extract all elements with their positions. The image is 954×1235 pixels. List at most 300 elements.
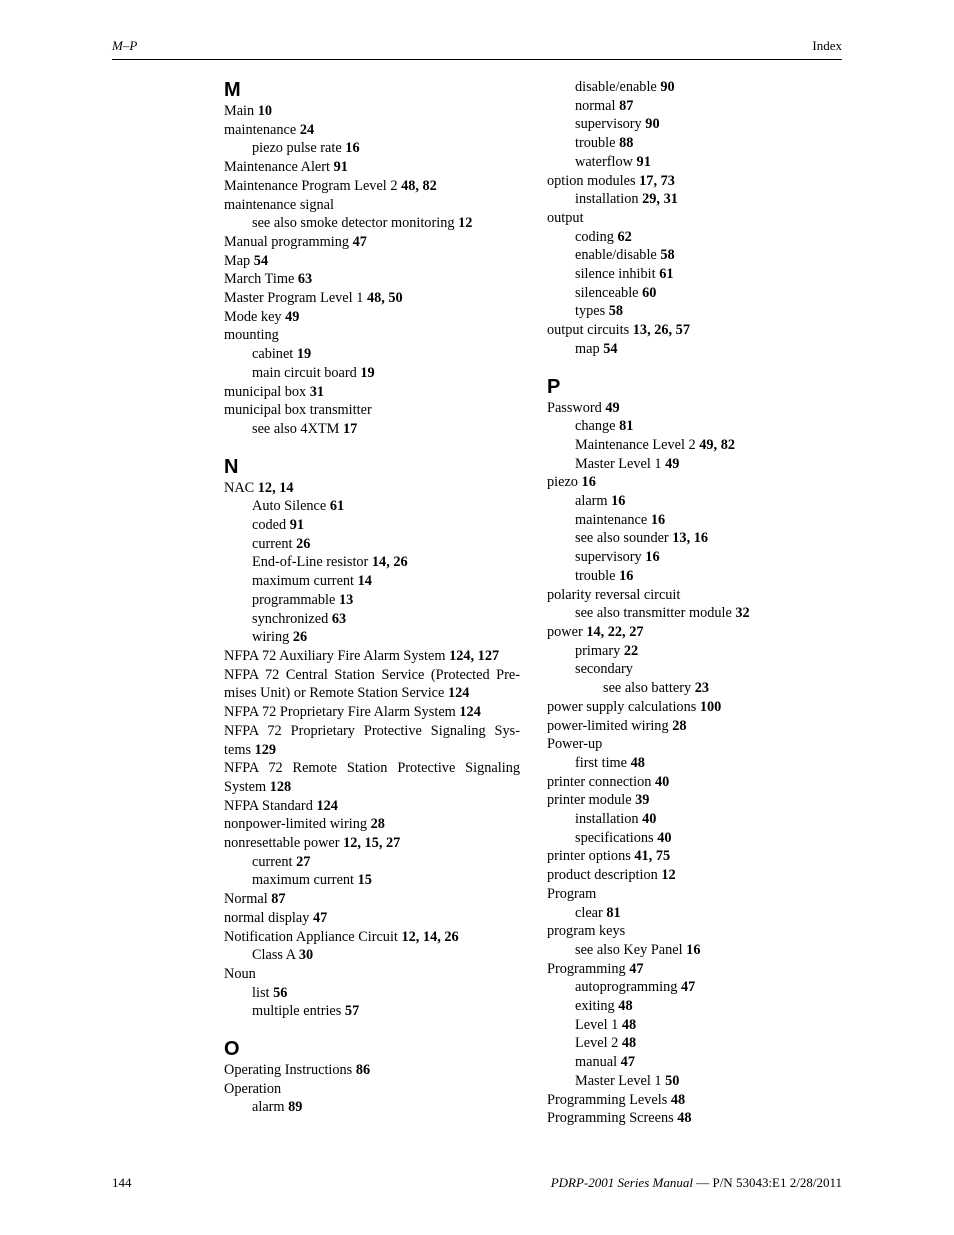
index-page-refs: 12 [458,215,473,232]
index-subentry [547,78,843,97]
index-entry [224,270,520,289]
index-page-refs: 40 [655,773,670,790]
index-page-refs: 19 [360,364,375,381]
index-term: power supply calculations [547,698,697,715]
index-term: supervisory [575,116,642,133]
index-term: maintenance signal [224,196,334,213]
index-term: Operating Instructions [224,1062,353,1079]
index-subentry [224,497,520,516]
index-page-refs: 39 [635,792,650,809]
index-page-refs: 86 [355,1062,371,1079]
index-page-refs: 17, 73 [639,172,675,189]
index-subentry [547,941,843,960]
index-term: see also 4XTM [252,420,340,437]
index-term: coded [252,517,287,534]
index-page-refs: 14, 26 [371,554,408,571]
index-term: Power-up [547,736,603,753]
index-term: maximum current [252,573,355,590]
index-page-refs: 16 [645,549,660,566]
index-page-refs: 49 [285,308,300,325]
index-page-refs: 28 [672,717,687,734]
index-term: programmable [252,591,336,608]
index-term: Auto Silence [252,498,327,515]
index-page-refs: 40 [657,829,672,846]
index-page-refs: 124 [459,704,481,721]
index-subentry [547,492,843,511]
index-entry [224,909,520,928]
index-term: End-of-Line resistor [252,554,369,571]
index-term: installation [575,191,639,208]
index-page-refs: 62 [617,228,632,245]
index-page-refs: 41, 75 [634,848,671,865]
index-subentry [547,115,843,134]
index-page-refs: 48, 82 [401,177,437,194]
index-subentry [547,340,843,359]
index-term: Level 2 [575,1035,619,1052]
index-page-refs: 61 [659,266,674,283]
index-entry [224,177,520,196]
index-page-refs: 124, 127 [449,647,500,664]
index-page-refs: 12, 14 [257,479,294,496]
index-term: disable/enable [575,79,657,95]
index-page-refs: 57 [344,1003,360,1020]
index-subentry [224,1002,520,1021]
index-term: main circuit board [252,364,357,381]
index-term: clear [575,904,603,921]
index-term: power-limited wiring [547,717,669,734]
index-subentry [547,978,843,997]
index-page-refs: 87 [619,97,634,114]
index-term: Programming Screens [547,1110,674,1127]
index-term: Program [547,885,597,902]
index-subentry [224,853,520,872]
index-subentry [547,1072,843,1091]
index-term: NFPA Standard [224,797,313,814]
index-entry [547,698,843,717]
index-page-refs: 91 [289,517,305,534]
index-term: autoprogramming [575,979,678,996]
index-page-refs: 54 [603,340,618,357]
index-term: nonpower-limited wiring [224,816,368,833]
index-page-refs: 16 [345,140,360,157]
index-subentry [547,417,843,436]
running-header-title: Index [812,38,842,53]
index-page-refs: 13 [338,591,354,608]
index-page-refs: 60 [642,284,657,301]
index-term: installation [575,811,639,828]
index-entry [224,401,520,420]
index-entry [547,172,843,191]
index-page-refs: 40 [642,811,657,828]
index-page-refs: 47 [620,1054,635,1071]
index-page-refs: 48 [621,1016,637,1033]
index-entry [224,289,520,308]
index-term: enable/disable [575,247,657,264]
index-subentry [547,284,843,303]
index-page-refs: 16 [619,567,634,584]
index-term: see also battery [603,680,692,697]
index-term: trouble [575,567,616,584]
index-subentry [547,679,843,698]
index-entry [224,703,520,722]
index-term: map [575,340,600,357]
footer-dash: — [692,1175,713,1190]
index-subentry [547,265,843,284]
index-page-refs: 100 [699,698,722,715]
index-subentry [547,754,843,773]
index-page-refs: 48 [621,1035,637,1052]
index-subentry [224,591,520,610]
index-entry [547,209,843,228]
index-entry [224,666,520,703]
index-entry [547,321,843,340]
index-term: piezo pulse rate [252,140,342,157]
index-term: March Time [224,271,295,288]
index-subentry [547,436,843,455]
index-term: nonresettable power [224,835,340,852]
index-subentry [224,871,520,890]
index-entry [224,196,520,215]
index-term: Noun [224,965,256,982]
index-page-refs: 81 [606,904,621,921]
index-entry [224,890,520,909]
index-page-refs: 63 [297,271,313,288]
index-term: see also Key Panel [575,941,683,958]
index-term: normal [575,97,616,114]
index-letter-heading: P [547,375,561,398]
index-entry [547,586,843,605]
index-subentry [547,97,843,116]
index-subentry [547,997,843,1016]
index-term: Main [224,103,255,119]
index-term: silence inhibit [575,266,656,283]
index-page-refs: 12 [661,867,676,884]
index-page-refs: 63 [331,610,347,627]
index-term: Maintenance Level 2 [575,436,696,453]
index-subentry [224,535,520,554]
index-term: output [547,209,584,226]
index-subentry [224,516,520,535]
index-entry [224,1061,520,1080]
index-page-refs: 14, 22, 27 [586,623,644,640]
index-page-refs: 12, 14, 26 [401,928,459,945]
index-subentry [224,984,520,1003]
index-page-refs: 128 [269,778,292,795]
index-page-refs: 56 [273,984,288,1001]
index-term: Manual programming [224,233,350,250]
index-entry [547,623,843,642]
index-entry [224,815,520,834]
index-term: Normal [224,891,268,908]
index-term: NAC [224,479,255,496]
index-page-refs: 47 [629,960,644,977]
index-subentry [547,1053,843,1072]
index-entry [547,399,843,418]
index-page-refs: 16 [650,511,666,528]
index-page-refs: 90 [660,79,675,95]
index-subentry [547,548,843,567]
index-term: NFPA 72 Auxiliary Fire Alarm System [224,647,446,664]
index-entry [547,717,843,736]
index-term: Operation [224,1080,282,1097]
index-page-refs: 26 [296,535,311,552]
index-term: municipal box [224,383,307,400]
index-page-refs: 88 [619,135,634,152]
index-page-refs: 24 [299,121,315,138]
index-letter-heading: N [224,455,239,478]
index-subentry [547,511,843,530]
index-term: Programming Levels [547,1091,668,1108]
index-subentry [224,610,520,629]
index-subentry [547,829,843,848]
index-subentry [547,455,843,474]
index-term: coding [575,228,614,245]
index-page-refs: 16 [611,493,626,510]
index-term: Notification Appliance Circuit [224,928,398,945]
index-page-refs: 16 [686,941,701,958]
index-page-refs: 48 [677,1110,692,1127]
index-term: printer module [547,792,632,809]
index-subentry [547,153,843,172]
index-term: change [575,418,616,435]
index-page-refs: 89 [288,1099,303,1116]
index-term: piezo [547,474,578,491]
index-page-refs: 50 [665,1072,680,1089]
index-term: Password [547,399,602,416]
index-term: maximum current [252,872,355,889]
index-page-refs: 26 [292,629,308,646]
index-term: printer options [547,848,631,865]
index-entry [224,233,520,252]
index-entry [224,102,520,121]
index-entry [224,252,520,271]
index-page-refs: 124 [447,685,470,702]
index-entry [547,866,843,885]
index-term: power [547,623,583,640]
index-term: Master Level 1 [575,1072,662,1089]
index-term: wiring [252,629,290,646]
index-term: secondary [575,661,633,678]
index-subentry [547,228,843,247]
index-term: see also transmitter module [575,605,732,622]
index-subentry [547,134,843,153]
page-number: 144 [112,1175,132,1190]
index-term: primary [575,642,621,659]
index-page-refs: 49 [605,399,620,416]
index-page-refs: 47 [352,233,367,250]
index-term: types [575,303,606,320]
index-subentry [224,946,520,965]
index-subentry [547,904,843,923]
index-page-refs: 58 [660,247,675,264]
index-subentry [224,214,520,233]
index-page-refs: 17 [342,420,358,437]
index-term: synchronized [252,610,329,627]
index-page-refs: 90 [645,116,660,133]
index-page-refs: 15 [357,872,372,889]
index-subentry [547,604,843,623]
index-entry [224,759,520,796]
index-term: current [252,535,293,552]
index-term: Maintenance Program Level 2 [224,177,398,194]
index-entry [224,1080,520,1099]
index-page-refs: 10 [257,103,273,119]
index-subentry [547,1034,843,1053]
index-subentry [224,572,520,591]
index-page-refs: 61 [329,498,345,515]
index-page-refs: 31 [309,383,325,400]
index-term: silenceable [575,284,639,301]
index-term: multiple entries [252,1003,342,1020]
index-entry [224,647,520,666]
index-page-refs: 27 [296,853,311,870]
index-page-refs: 47 [681,979,696,996]
index-term: Programming [547,960,626,977]
index-entry [224,383,520,402]
index-page-refs: 48 [670,1091,686,1108]
index-entry [224,121,520,140]
index-term: Maintenance Alert [224,159,330,176]
index-entry [547,773,843,792]
index-page-refs: 48 [630,754,645,771]
index-page-refs: 49, 82 [699,436,735,453]
index-entry [224,158,520,177]
index-subentry [547,190,843,209]
index-entry [547,1109,843,1128]
part-number-date: P/N 53043:E1 2/28/2011 [712,1175,842,1190]
index-term: printer connection [547,773,652,790]
index-page-refs: 12, 15, 27 [343,835,401,852]
index-subentry [224,1098,520,1117]
index-subentry [547,660,843,679]
running-header-section: M–P [112,38,138,53]
index-term: NFPA 72 Proprietary Fire Alarm System [224,704,456,721]
index-page-refs: 19 [296,346,312,363]
index-page-refs: 54 [253,252,269,269]
index-entry [224,326,520,345]
index-page-refs: 13, 26, 57 [632,322,690,339]
index-page-refs: 14 [357,573,372,590]
index-letter-heading: O [224,1038,240,1061]
index-term: list [252,984,270,1001]
index-entry [547,922,843,941]
index-subentry [224,345,520,364]
index-page-refs: 29, 31 [642,191,678,208]
index-term: Master Program Level 1 [224,290,364,307]
index-term: NFPA 72 Proprietary Protective Signaling Sys-tems [224,722,520,758]
index-page-refs: 49 [665,455,680,472]
index-page-refs: 48 [618,998,633,1015]
index-term: NFPA 72 Central Station Service (Protected Pre-mises Unit) or Remote Station Service [224,666,520,702]
index-page-refs: 48, 50 [366,290,403,307]
index-page-refs: 32 [735,605,750,622]
index-entry [224,797,520,816]
header-rule [112,59,842,60]
index-subentry [224,553,520,572]
index-page-refs: 58 [608,303,624,320]
index-page-refs: 47 [312,909,328,926]
index-term: Map [224,252,251,269]
index-entry [547,473,843,492]
index-subentry [547,246,843,265]
index-term: mounting [224,327,279,344]
index-page-refs: 124 [316,797,338,814]
index-term: option modules [547,172,636,189]
index-subentry [224,420,520,439]
index-page-refs: 23 [694,680,710,697]
index-term: normal display [224,909,310,926]
index-entry [547,885,843,904]
index-entry [547,960,843,979]
index-page-refs: 16 [581,474,596,491]
index-term: specifications [575,829,654,846]
index-term: alarm [252,1099,285,1116]
index-term: maintenance [575,511,648,528]
index-term: waterflow [575,153,633,170]
manual-title: PDRP-2001 Series Manual [550,1175,693,1190]
index-page-refs: 13, 16 [672,530,709,547]
index-entry [224,834,520,853]
index-entry [547,791,843,810]
index-term: municipal box transmitter [224,402,372,419]
index-entry [224,479,520,498]
index-term: Level 1 [575,1016,619,1033]
index-page-refs: 87 [271,891,286,908]
footer-document-info [551,1175,842,1191]
index-entry [547,735,843,754]
index-term: exiting [575,998,615,1015]
index-term: Master Level 1 [575,455,662,472]
index-column-left [224,78,520,1117]
index-entry [224,965,520,984]
index-term: manual [575,1054,618,1071]
index-term: output circuits [547,322,630,339]
index-term: cabinet [252,346,294,363]
index-subentry [547,810,843,829]
index-entry [224,308,520,327]
index-term: first time [575,754,628,771]
index-term: see also smoke detector monitoring [252,215,455,232]
index-subentry [547,302,843,321]
index-page-refs: 129 [254,741,277,758]
index-page-refs: 91 [636,153,651,170]
index-term: polarity reversal circuit [547,586,681,603]
index-term: product description [547,867,658,884]
index-entry [547,847,843,866]
index-page-refs: 28 [370,816,385,833]
index-subentry [224,139,520,158]
index-term: supervisory [575,549,642,566]
index-letter-heading: M [224,79,241,101]
index-term: NFPA 72 Remote Station Protective Signaling System [224,760,520,795]
index-entry [224,722,520,759]
index-subentry [547,1016,843,1035]
index-page-refs: 22 [623,642,639,659]
index-subentry [224,364,520,383]
index-term: alarm [575,493,608,510]
index-page-refs: 91 [333,159,348,176]
index-entry [547,1091,843,1110]
index-column-right [547,78,843,1128]
index-term: see also sounder [575,530,669,547]
index-page-refs: 81 [619,418,634,435]
index-term: program keys [547,923,626,940]
index-term: current [252,853,293,870]
index-subentry [547,567,843,586]
index-subentry [224,628,520,647]
index-entry [224,928,520,947]
index-term: trouble [575,135,616,152]
